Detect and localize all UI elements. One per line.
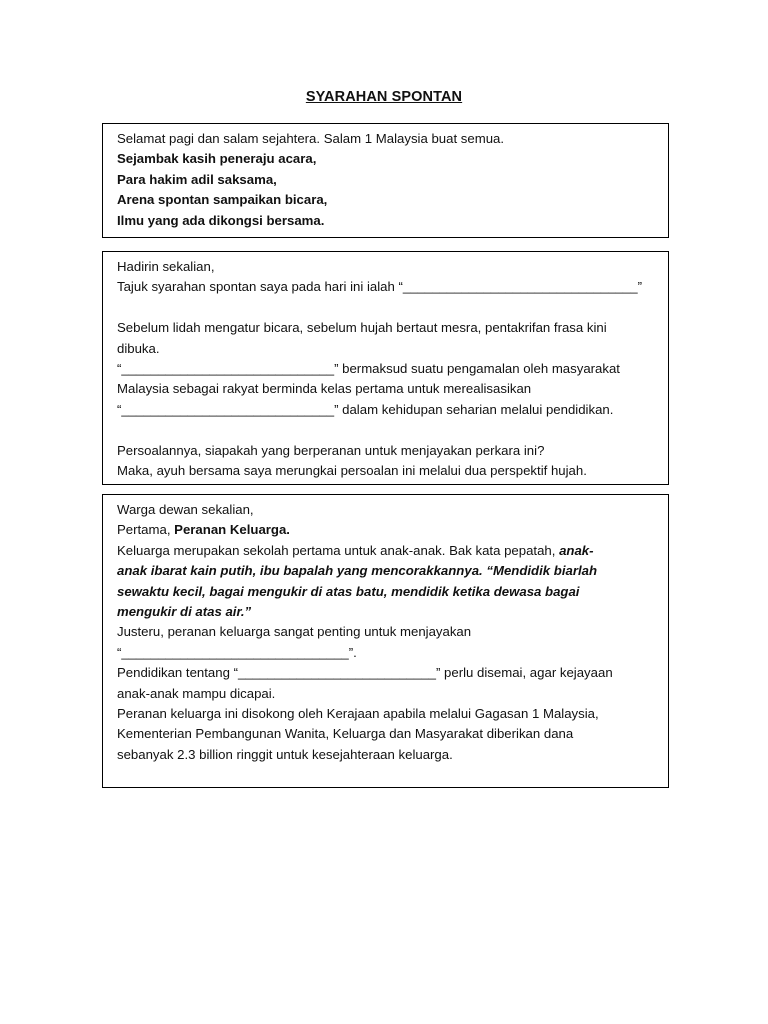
text-run: Sejambak kasih peneraju acara, [117,151,317,167]
text-line [117,643,654,663]
text-line [117,684,654,704]
text-line [117,500,654,520]
text-line [117,359,654,379]
text-run: anak-anak mampu dicapai. [117,685,276,701]
text-line [117,149,654,169]
text-line [117,582,654,602]
text-run: Peranan Keluarga. [174,522,290,538]
text-line [117,663,654,683]
text-run: “_____________________________” bermaksud suatu pengamalan oleh masyarakat [117,361,620,377]
text-run: sebanyak 2.3 billion ringgit untuk kesejahteraan keluarga. [117,746,453,762]
text-run: Sebelum lidah mengatur bicara, sebelum hujah bertaut mesra, pentakrifan frasa kini [117,320,607,336]
text-line [117,277,654,297]
text-line [117,379,654,399]
text-run: sewaktu kecil, bagai mengukir di atas batu, mendidik ketika dewasa bagai [117,583,580,599]
text-run: “_______________________________”. [117,644,357,660]
opening-greeting-box [102,123,669,238]
text-run: Malaysia sebagai rakyat berminda kelas pertama untuk merealisasikan [117,381,532,397]
text-line [117,318,654,338]
text-line [117,190,654,210]
text-run: Warga dewan sekalian, [117,502,254,517]
text-run: Persoalannya, siapakah yang berperanan untuk menjayakan perkara ini? [117,442,545,458]
text-line [117,339,654,359]
text-run: anak ibarat kain putih, ibu bapalah yang mencorakkannya. “Mendidik biarlah [117,563,598,579]
text-run: dibuka. [117,340,160,356]
text-line [117,441,654,461]
first-argument-box [102,494,669,788]
text-run: Pendidikan tentang “___________________________” perlu disemai, agar kejayaan [117,665,613,681]
document-title: SYARAHAN SPONTAN [305,89,463,105]
text-line [117,520,654,540]
text-line [117,400,654,420]
text-run: Pertama, [117,522,175,538]
text-run: Para hakim adil saksama, [117,171,277,187]
text-line [117,602,654,622]
text-line [117,745,654,765]
text-run: Tajuk syarahan spontan saya pada hari ini ialah “________________________________” [117,279,642,295]
blank-line [117,420,654,440]
text-run: Justeru, peranan keluarga sangat penting untuk menjayakan [117,624,472,640]
text-line [117,724,654,744]
text-line [117,257,654,277]
blank-line [117,298,654,318]
text-line [117,561,654,581]
text-line [117,704,654,724]
text-run: Arena spontan sampaikan bicara, [117,192,328,208]
text-line [117,541,654,561]
text-line [117,170,654,190]
text-run: Keluarga merupakan sekolah pertama untuk anak-anak. Bak kata pepatah, [117,542,560,558]
text-run: “_____________________________” dalam kehidupan seharian melalui pendidikan. [117,401,614,417]
text-line [117,622,654,642]
text-run: Ilmu yang ada dikongsi bersama. [117,212,325,228]
text-line [117,129,654,149]
text-line [117,461,654,481]
text-run: mengukir di atas air.” [117,604,252,620]
text-run: Hadirin sekalian, [117,259,215,274]
text-run: Kementerian Pembangunan Wanita, Keluarga dan Masyarakat diberikan dana [117,726,574,742]
text-run: Maka, ayuh bersama saya merungkai persoalan ini melalui dua perspektif hujah. [117,463,587,479]
text-run: Peranan keluarga ini disokong oleh Kerajaan apabila melalui Gagasan 1 Malaysia, [117,706,599,722]
text-run: anak- [559,542,594,558]
introduction-box [102,251,669,485]
text-run: Selamat pagi dan salam sejahtera. Salam 1 Malaysia buat semua. [117,131,505,146]
text-line [117,211,654,231]
